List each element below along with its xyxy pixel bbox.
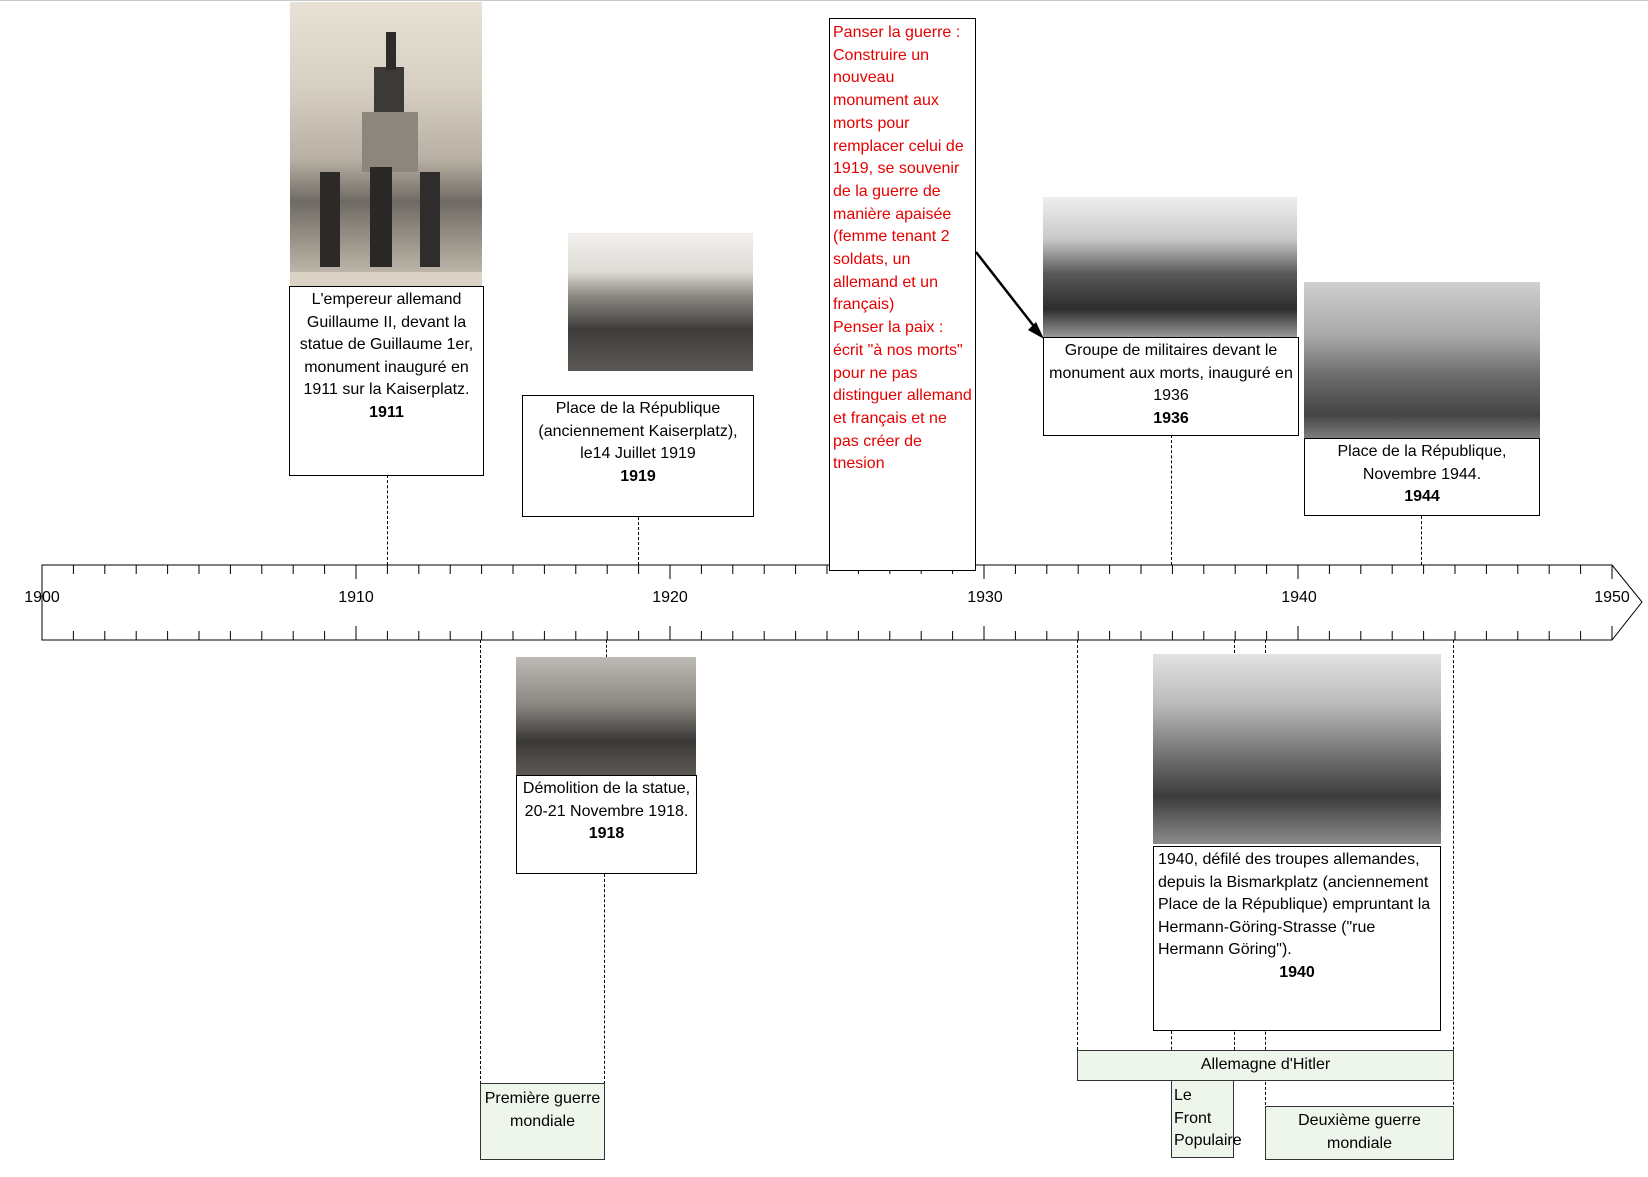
period-front-populaire-label: Le Front Populaire	[1174, 1087, 1242, 1149]
event-1944-year: 1944	[1404, 488, 1440, 505]
photo-1940-parade	[1153, 654, 1441, 844]
event-1940-year: 1940	[1279, 963, 1315, 981]
photo-1918-demolition	[516, 657, 696, 777]
event-1936	[1043, 337, 1299, 436]
connector-1918b	[604, 874, 605, 1084]
note-panser-penser	[829, 18, 976, 571]
connector-1914	[480, 640, 481, 1084]
tick-label-1920: 1920	[652, 589, 688, 606]
event-1919-text: Place de la République (anciennement Kaiserplatz), le14 Juillet 1919	[538, 400, 738, 462]
timeline-arrow	[42, 565, 1642, 640]
connector-1936	[1171, 435, 1172, 565]
period-hitler-label: Allemagne d'Hitler	[1200, 1056, 1331, 1073]
photo-1944-place	[1304, 282, 1540, 438]
event-1940	[1153, 846, 1441, 1031]
event-1936-year: 1936	[1153, 409, 1189, 427]
connector-1933	[1077, 640, 1078, 1050]
period-ww1-label: Première guerre mondiale	[484, 1090, 601, 1130]
period-ww2	[1265, 1106, 1454, 1160]
event-1940-text: 1940, défilé des troupes allemandes, depuis la Bismarkplatz (anciennement Place de la République) empruntant la Hermann-Göring-Strasse ("rue Hermann Göring").	[1158, 851, 1431, 958]
tick-label-1900: 1900	[24, 589, 60, 606]
period-ww1	[480, 1083, 605, 1160]
connector-1944	[1421, 516, 1422, 565]
event-1919-year: 1919	[620, 467, 656, 485]
period-front-populaire	[1171, 1080, 1242, 1158]
event-1918	[516, 775, 697, 874]
event-1911-year: 1911	[369, 403, 404, 421]
event-1918-text: Démolition de la statue, 20-21 Novembre 1918.	[522, 780, 691, 820]
event-1944-text: Place de la République, Novembre 1944.	[1337, 443, 1507, 483]
connector-1911	[387, 475, 388, 565]
period-ww2-label: Deuxième guerre mondiale	[1298, 1112, 1421, 1152]
tick-label-1910: 1910	[338, 589, 374, 606]
photo-1911-kaiser	[290, 2, 482, 287]
note-line-penser: Penser la paix : écrit "à nos morts" pour ne pas distinguer allemand et français et ne pas créer de tnesion	[833, 319, 972, 473]
event-1911	[289, 286, 484, 476]
note-arrow-head	[1028, 322, 1044, 339]
note-arrow-line	[976, 252, 1040, 334]
tick-label-1940: 1940	[1281, 589, 1317, 606]
event-1918-year: 1918	[588, 825, 625, 842]
tick-label-1950: 1950	[1594, 589, 1630, 606]
statue-silhouette	[290, 2, 482, 287]
note-line-panser: Panser la guerre : Construire un nouveau monument aux morts pour remplacer celui de 1919, se souvenir de la guerre de manière apaisée (femme tenant 2 soldats, un allemand et un français)	[833, 24, 964, 314]
connector-1919	[638, 517, 639, 565]
photo-1919-place	[568, 233, 753, 371]
event-1936-text: Groupe de militaires devant le monument aux morts, inauguré en 1936	[1049, 342, 1293, 404]
connector-1945	[1453, 640, 1454, 1160]
tick-label-1930: 1930	[967, 589, 1003, 606]
photo-1936-monument	[1043, 197, 1297, 337]
event-1944	[1304, 438, 1540, 516]
event-1919	[522, 395, 754, 517]
event-1911-text: L'empereur allemand Guillaume II, devant la statue de Guillaume 1er, monument inauguré en 1911 sur la Kaiserplatz.	[299, 291, 474, 398]
period-hitler	[1077, 1050, 1454, 1081]
